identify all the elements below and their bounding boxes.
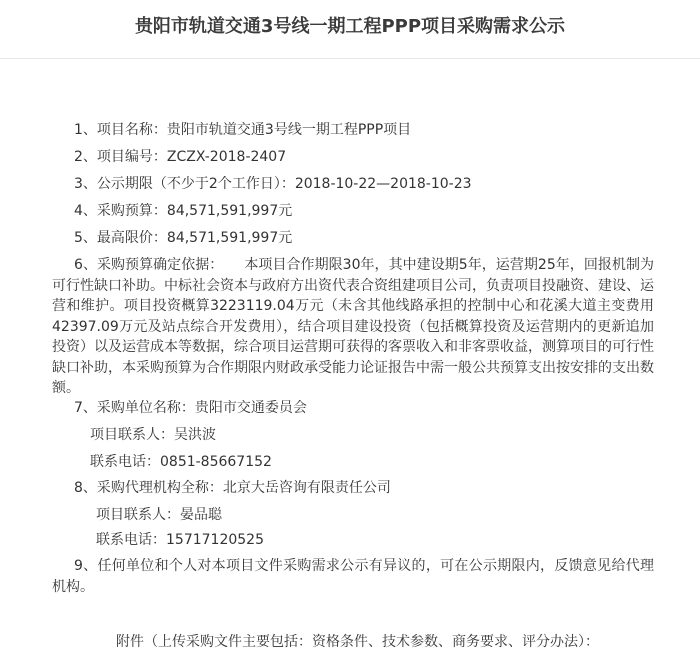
item-objection: 9、任何单位和个人对本项目文件采购需求公示有异议的，可在公示期限内，反馈意见给代理机构。 xyxy=(52,558,654,595)
item-max-price: 5、最高限价：84,571,591,997元 xyxy=(74,230,293,246)
page-title: 贵阳市轨道交通3号线一期工程PPP项目采购需求公示 xyxy=(134,16,566,37)
item-agency: 8、采购代理机构全称：北京大岳咨询有限责任公司 xyxy=(74,480,391,496)
agency-phone: 联系电话：15717120525 xyxy=(96,532,264,548)
item-project-name: 1、项目名称：贵阳市轨道交通3号线一期工程PPP项目 xyxy=(74,122,412,138)
purchaser-phone: 联系电话：0851-85667152 xyxy=(90,454,272,470)
agency-contact: 项目联系人：晏品聪 xyxy=(96,507,222,523)
item-budget-basis: 6、采购预算确定依据： 本项目合作期限30年，其中建设期5年，运营期25年，回报机制为可行性缺口补助。中标社会资本与政府方出资代表合资组建项目公司，负责项目投融资、建设、运营和维护。项目投资概算3223119.04万元（未含其他线路承担的控制中心和花溪大道主变费用42397.09万元及站点综合开发费用），结合项目建设投资（包括概算投资及运营期内的更新追加投资）以及运营成本等数据，综合项目运营期可获得的客票收入和非客票收益，测算项目的可行性缺口补助，本采购预算为合作期限内财政承受能力论证报告中需一般公共预算支出按安排的支出数额。 xyxy=(52,257,654,396)
purchaser-contact: 项目联系人：吴洪波 xyxy=(90,427,216,443)
attachment-note: 附件（上传采购文件主要包括：资格条件、技术参数、商务要求、评分办法）： xyxy=(116,634,599,650)
item-project-number: 2、项目编号：ZCZX-2018-2407 xyxy=(74,149,287,165)
item-public-period: 3、公示期限（不少于2个工作日）：2018-10-22—2018-10-23 xyxy=(74,176,472,192)
title-divider xyxy=(0,58,700,59)
item-purchaser: 7、采购单位名称：贵阳市交通委员会 xyxy=(74,400,307,416)
item-budget: 4、采购预算：84,571,591,997元 xyxy=(74,203,293,219)
